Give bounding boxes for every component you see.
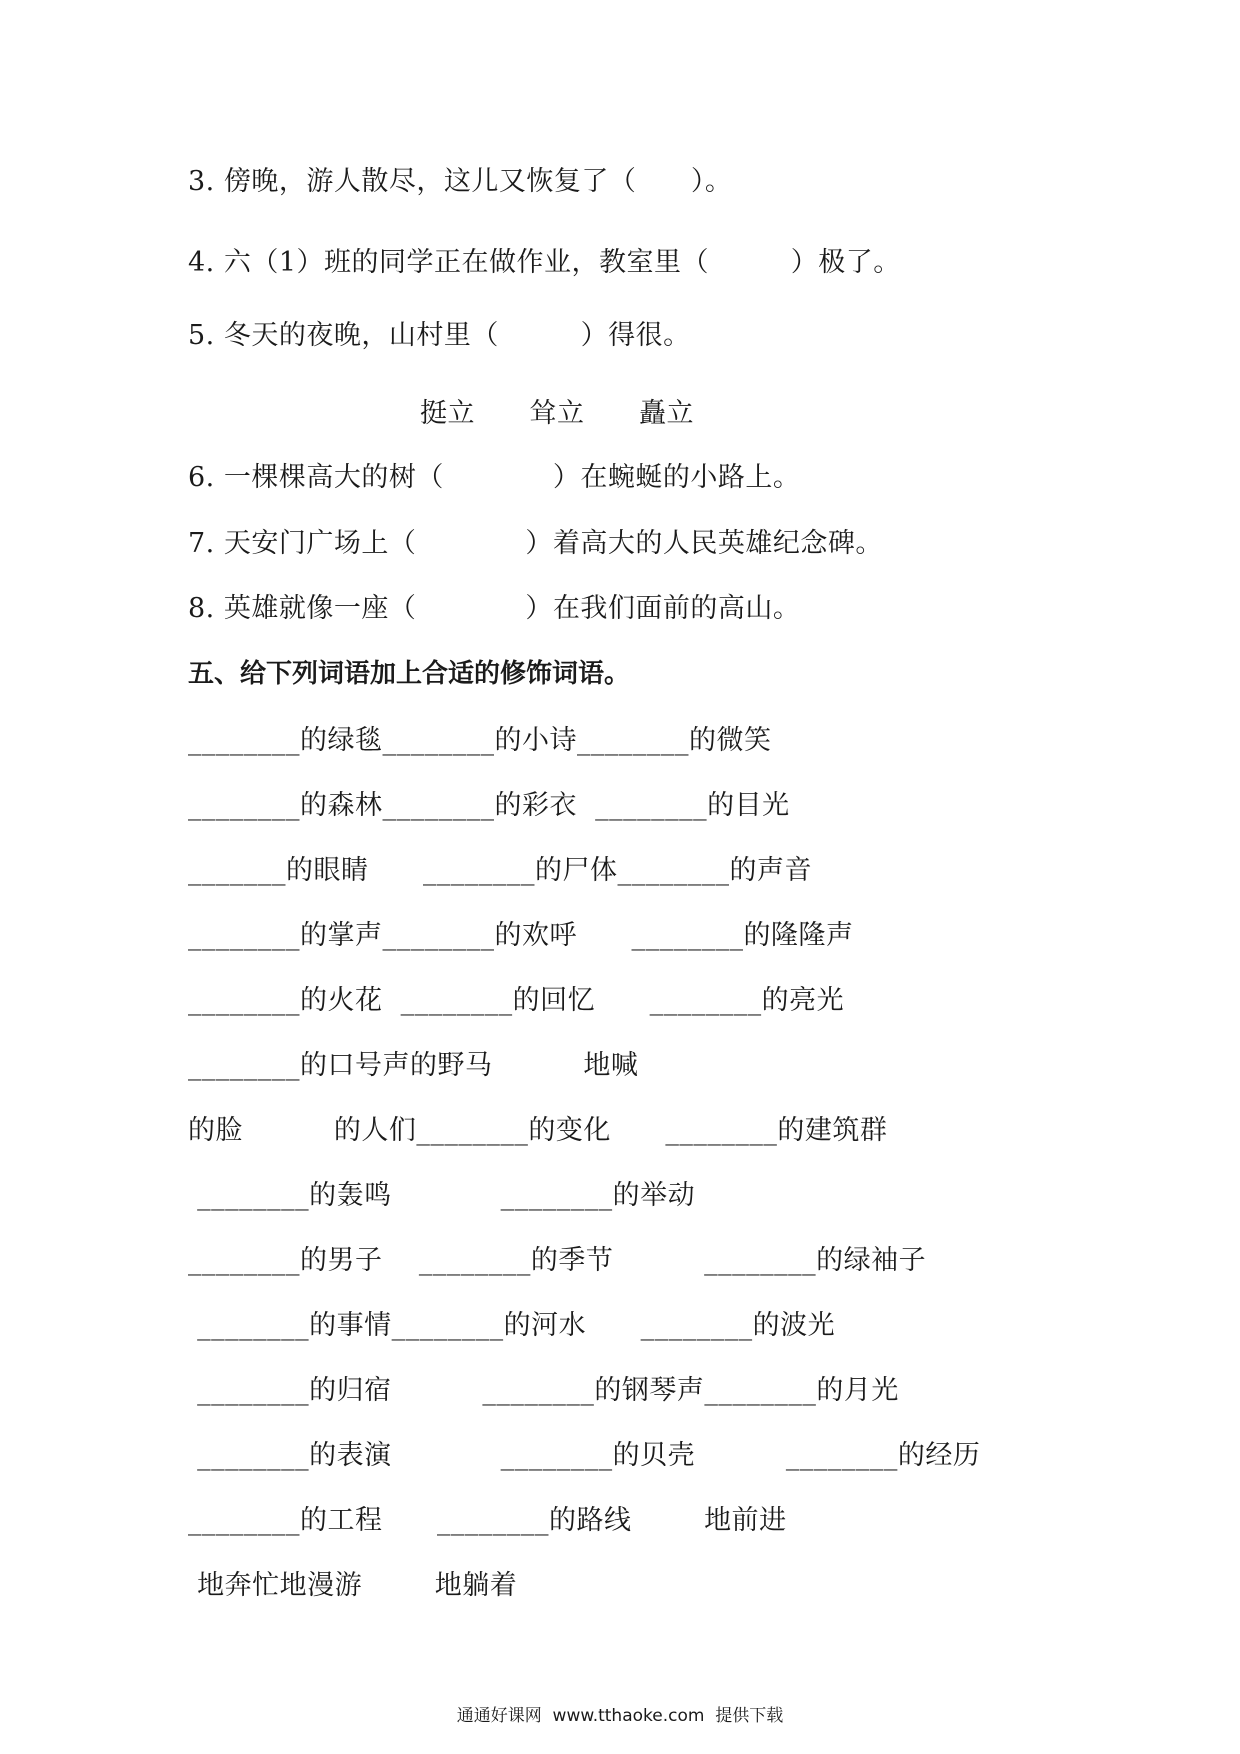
modifier-line-7: 的脸 的人们________的变化 ________的建筑群 [188, 1115, 888, 1146]
modifier-line-1: ________的绿毯________的小诗________的微笑 [188, 725, 772, 756]
modifier-line-12: ________的表演 ________的贝壳 ________的经历 [188, 1440, 981, 1471]
modifier-line-3: _______的眼睛 ________的尸体________的声音 [188, 855, 812, 886]
modifier-line-8: ________的轰鸣 ________的举动 [188, 1180, 696, 1211]
modifier-line-13: ________的工程 ________的路线 地前进 [188, 1505, 787, 1536]
word-bank: 挺立 耸立 矗立 [420, 398, 694, 429]
section-five-heading: 五、给下列词语加上合适的修饰词语。 [188, 659, 631, 689]
modifier-line-5: ________的火花 ________的回忆 ________的亮光 [188, 985, 845, 1016]
modifier-line-6: ________的口号声的野马 地喊 [188, 1050, 639, 1081]
question-6: 6. 一棵棵高大的树（ ）在蜿蜒的小路上。 [188, 462, 801, 493]
modifier-line-10: ________的事情________的河水 ________的波光 [188, 1310, 836, 1341]
question-3: 3. 傍晚，游人散尽，这儿又恢复了（ ）。 [188, 166, 733, 197]
modifier-line-14: 地奔忙地漫游 地躺着 [188, 1570, 518, 1601]
modifier-line-11: ________的归宿 ________的钢琴声________的月光 [188, 1375, 899, 1406]
modifier-line-2: ________的森林________的彩衣 ________的目光 [188, 790, 790, 821]
question-5: 5. 冬天的夜晚，山村里（ ）得很。 [188, 320, 691, 351]
footer-credit: 通通好课网 www.tthaoke.com 提供下载 [456, 1706, 784, 1726]
question-7: 7. 天安门广场上（ ）着高大的人民英雄纪念碑。 [188, 528, 883, 559]
question-8: 8. 英雄就像一座（ ）在我们面前的高山。 [188, 593, 801, 624]
modifier-line-4: ________的掌声________的欢呼 ________的隆隆声 [188, 920, 854, 951]
question-4: 4. 六（1）班的同学正在做作业，教室里（ ）极了。 [188, 247, 901, 278]
modifier-line-9: ________的男子 ________的季节 ________的绿袖子 [188, 1245, 927, 1276]
